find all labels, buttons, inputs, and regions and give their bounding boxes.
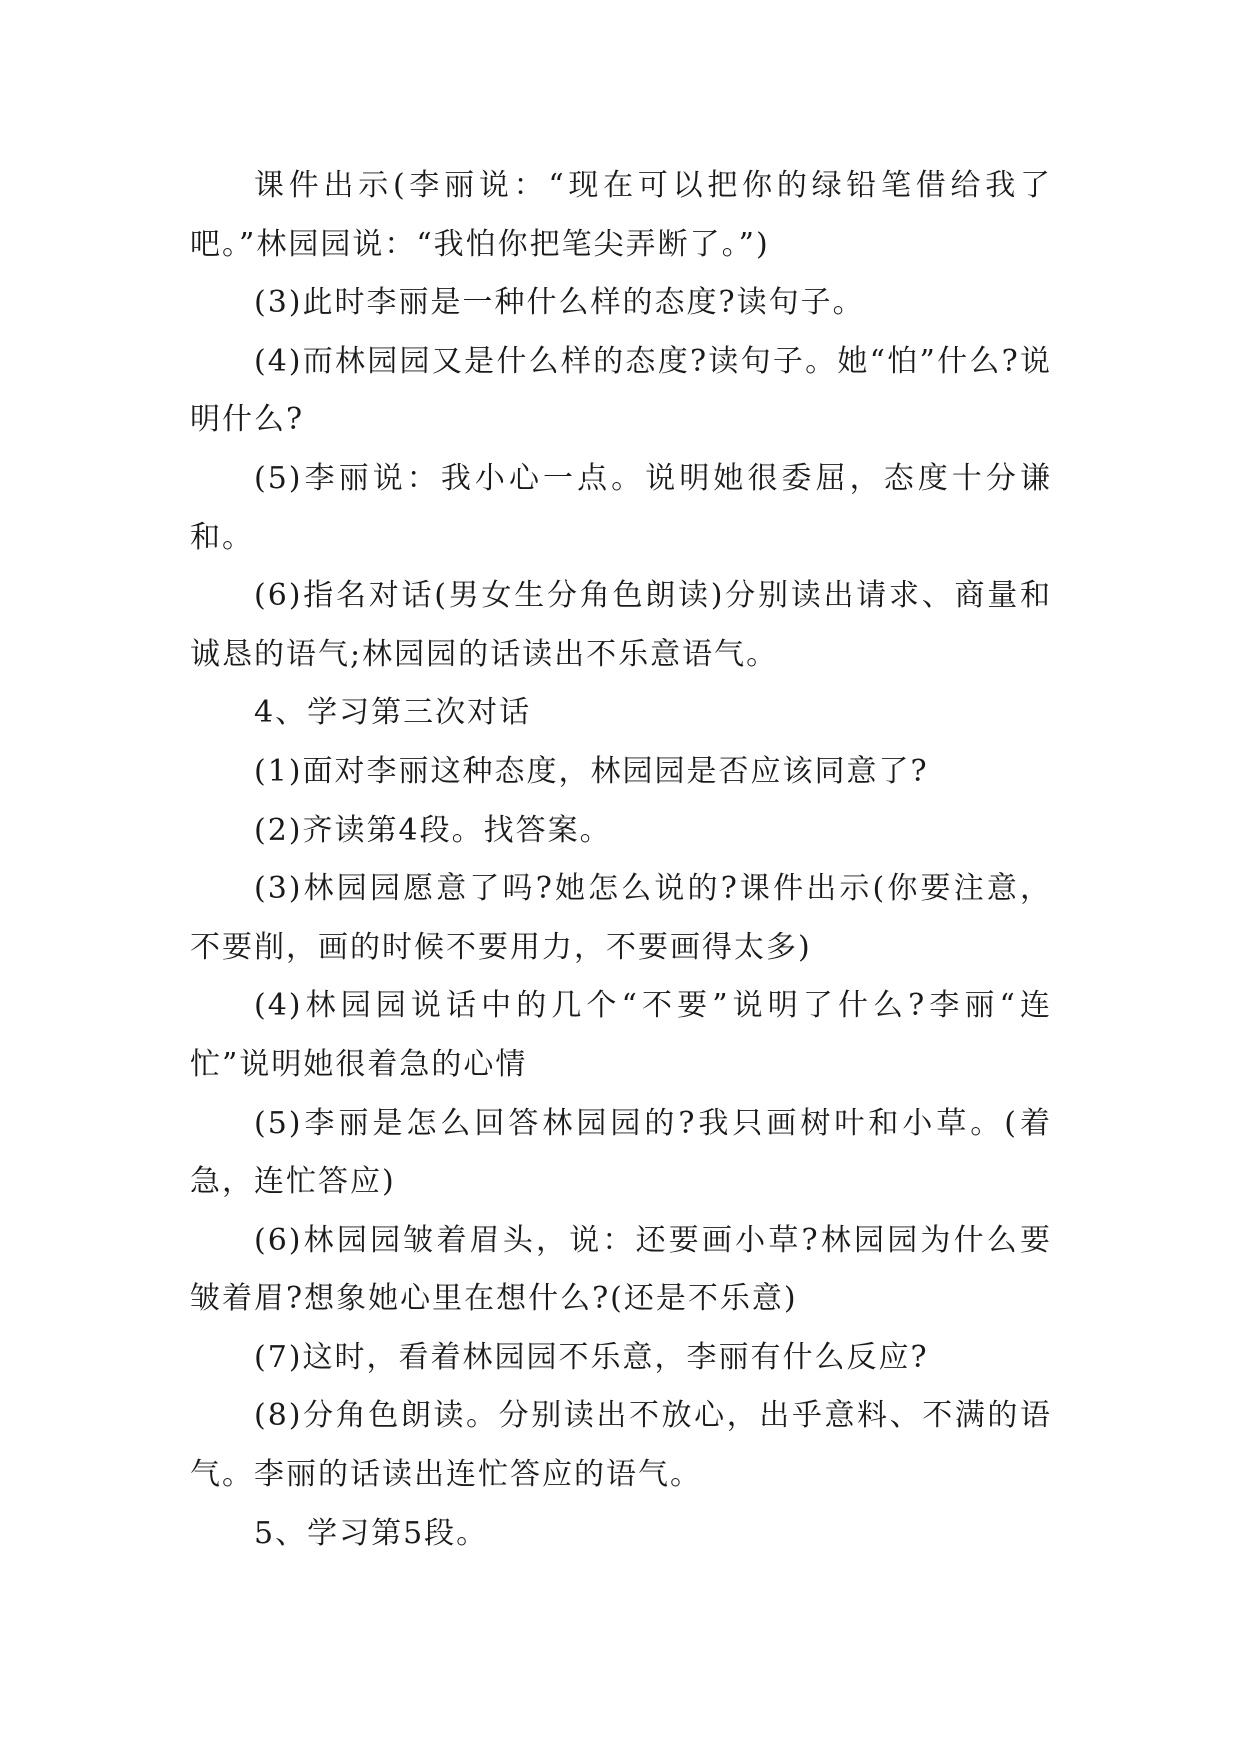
paragraph: (6)林园园皱着眉头，说：还要画小草?林园园为什么要皱着眉?想象她心里在想什么?(还是不乐意) [190,1222,1052,1317]
paragraph: (3)林园园愿意了吗?她怎么说的?课件出示(你要注意，不要削，画的时候不要用力，不要画得太多) [190,871,1052,965]
paragraph: (4)而林园园又是什么样的态度?读句子。她“怕”什么?说明什么? [190,343,1052,438]
paragraph: (8)分角色朗读。分别读出不放心，出乎意料、不满的语气。李丽的话读出连忙答应的语气。 [190,1398,1052,1493]
paragraph: (1)面对李丽这种态度，林园园是否应该同意了? [254,753,929,789]
paragraph: (2)齐读第4段。找答案。 [254,812,612,848]
paragraph: (5)李丽说：我小心一点。说明她很委屈，态度十分谦和。 [190,460,1052,555]
paragraph: (6)指名对话(男女生分角色朗读)分别读出请求、商量和诚恳的语气;林园园的话读出不乐意语气。 [190,578,1052,672]
section-heading: 4、学习第三次对话 [254,695,532,731]
document-body [190,157,1052,1563]
section-heading: 5、学习第5段。 [254,1515,489,1551]
paragraph: (3)此时李丽是一种什么样的态度?读句子。 [254,285,865,321]
paragraph: (4)林园园说话中的几个“不要”说明了什么?李丽“连忙”说明她很着急的心情 [190,988,1052,1082]
paragraph: 课件出示(李丽说：“现在可以把你的绿铅笔借给我了吧。”林园园说：“我怕你把笔尖弄断了。”) [190,168,1052,262]
paragraph: (7)这时，看着林园园不乐意，李丽有什么反应? [254,1339,929,1375]
paragraph: (5)李丽是怎么回答林园园的?我只画树叶和小草。(着急，连忙答应) [190,1105,1052,1200]
